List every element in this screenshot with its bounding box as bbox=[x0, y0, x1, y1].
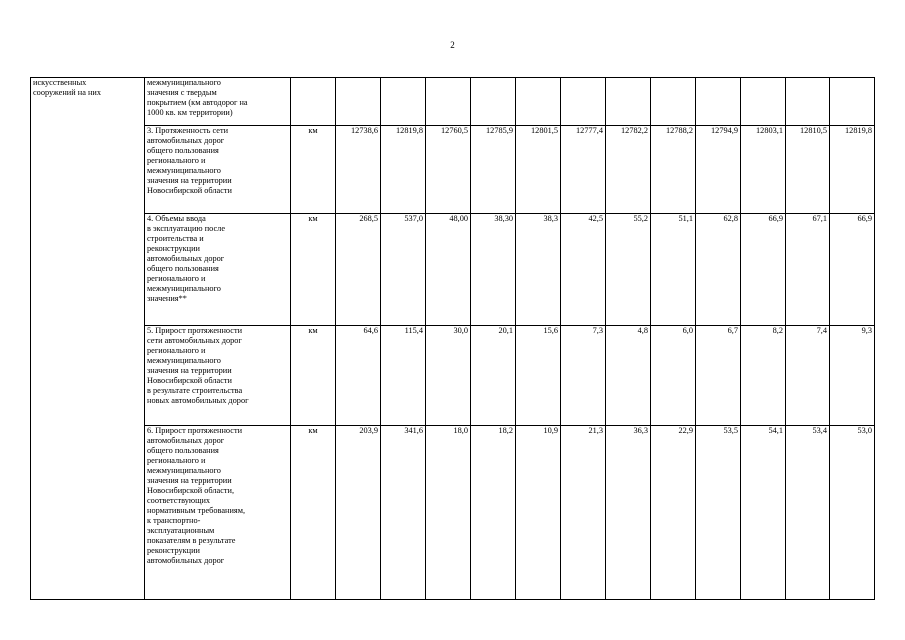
indicator-name-line: межмуниципального bbox=[147, 166, 221, 175]
indicator-name-line: общего пользования bbox=[147, 264, 219, 273]
value-cell: 6,7 bbox=[696, 326, 741, 426]
indicator-name-line: межмуниципального bbox=[147, 284, 221, 293]
unit-cell: км bbox=[291, 426, 336, 600]
indicator-name-line: автомобильных дорог bbox=[147, 136, 225, 145]
indicator-name-line: Новосибирской области bbox=[147, 376, 232, 385]
value-cell: 66,9 bbox=[830, 214, 875, 326]
indicator-name-line: межмуниципального bbox=[147, 78, 221, 87]
value-cell: 12803,1 bbox=[741, 126, 786, 214]
value-cell: 12738,6 bbox=[336, 126, 381, 214]
value-cell: 62,8 bbox=[696, 214, 741, 326]
value-cell: 12777,4 bbox=[561, 126, 606, 214]
value-cell: 30,0 bbox=[426, 326, 471, 426]
indicator-name-line: в эксплуатацию после bbox=[147, 224, 226, 233]
indicator-name-line: покрытием (км автодорог на bbox=[147, 98, 248, 107]
indicator-name-line: новых автомобильных дорог bbox=[147, 396, 249, 405]
indicator-name-line: общего пользования bbox=[147, 446, 219, 455]
value-cell: 115,4 bbox=[381, 326, 426, 426]
indicator-name-line: общего пользования bbox=[147, 146, 219, 155]
value-cell: 48,00 bbox=[426, 214, 471, 326]
table-row bbox=[31, 214, 875, 326]
indicator-name-line: нормативным требованиям, bbox=[147, 506, 246, 515]
indicator-name-cell bbox=[145, 426, 291, 600]
value-cell bbox=[426, 78, 471, 126]
unit-cell: км bbox=[291, 326, 336, 426]
value-cell: 341,6 bbox=[381, 426, 426, 600]
indicator-name-line: автомобильных дорог bbox=[147, 254, 225, 263]
value-cell: 18,2 bbox=[471, 426, 516, 600]
indicator-name-cell bbox=[145, 326, 291, 426]
indicator-name-line: межмуниципального bbox=[147, 466, 221, 475]
indicator-name-line: Новосибирской области, bbox=[147, 486, 235, 495]
value-cell bbox=[336, 78, 381, 126]
value-cell: 22,9 bbox=[651, 426, 696, 600]
value-cell: 12810,5 bbox=[786, 126, 830, 214]
value-cell: 6,0 bbox=[651, 326, 696, 426]
indicator-name-line: регионального и bbox=[147, 346, 206, 355]
value-cell: 67,1 bbox=[786, 214, 830, 326]
indicator-name-line: значения с твердым bbox=[147, 88, 217, 97]
value-cell: 10,9 bbox=[516, 426, 561, 600]
indicator-name-line: регионального и bbox=[147, 456, 206, 465]
value-cell: 51,1 bbox=[651, 214, 696, 326]
indicator-name-line: регионального и bbox=[147, 156, 206, 165]
value-cell: 15,6 bbox=[516, 326, 561, 426]
indicator-name-line: 6. Прирост протяженности bbox=[147, 426, 243, 435]
value-cell bbox=[561, 78, 606, 126]
value-cell bbox=[651, 78, 696, 126]
unit-cell: км bbox=[291, 214, 336, 326]
value-cell: 53,5 bbox=[696, 426, 741, 600]
category-label-line: искусственных bbox=[33, 78, 87, 87]
value-cell: 21,3 bbox=[561, 426, 606, 600]
value-cell: 54,1 bbox=[741, 426, 786, 600]
value-cell: 42,5 bbox=[561, 214, 606, 326]
value-cell: 12785,9 bbox=[471, 126, 516, 214]
indicator-name-line: автомобильных дорог bbox=[147, 556, 225, 565]
value-cell bbox=[830, 78, 875, 126]
value-cell: 55,2 bbox=[606, 214, 651, 326]
value-cell: 203,9 bbox=[336, 426, 381, 600]
value-cell: 20,1 bbox=[471, 326, 516, 426]
table-row bbox=[31, 78, 875, 126]
indicator-name-line: строительства и bbox=[147, 234, 204, 243]
value-cell bbox=[471, 78, 516, 126]
value-cell bbox=[696, 78, 741, 126]
indicator-name-line: 1000 кв. км территории) bbox=[147, 108, 233, 117]
indicator-name-line: значения на территории bbox=[147, 366, 232, 375]
value-cell: 38,3 bbox=[516, 214, 561, 326]
value-cell: 7,4 bbox=[786, 326, 830, 426]
indicator-name-cell bbox=[145, 126, 291, 214]
value-cell: 4,8 bbox=[606, 326, 651, 426]
indicator-name-line: в результате строительства bbox=[147, 386, 243, 395]
indicator-name-line: Новосибирской области bbox=[147, 186, 232, 195]
value-cell: 53,0 bbox=[830, 426, 875, 600]
indicator-name-line: сети автомобильных дорог bbox=[147, 336, 242, 345]
indicator-name-line: эксплуатационным bbox=[147, 526, 215, 535]
value-cell bbox=[516, 78, 561, 126]
value-cell: 36,3 bbox=[606, 426, 651, 600]
table-row bbox=[31, 426, 875, 600]
value-cell: 66,9 bbox=[741, 214, 786, 326]
category-cell bbox=[31, 78, 145, 600]
indicator-name-line: значения на территории bbox=[147, 176, 232, 185]
page-number: 2 bbox=[450, 40, 455, 50]
value-cell: 268,5 bbox=[336, 214, 381, 326]
unit-cell bbox=[291, 78, 336, 126]
value-cell: 7,3 bbox=[561, 326, 606, 426]
indicator-name-line: 4. Объемы ввода bbox=[147, 214, 206, 223]
indicator-name-cell bbox=[145, 78, 291, 126]
value-cell: 537,0 bbox=[381, 214, 426, 326]
value-cell bbox=[786, 78, 830, 126]
value-cell: 9,3 bbox=[830, 326, 875, 426]
value-cell: 64,6 bbox=[336, 326, 381, 426]
value-cell: 12760,5 bbox=[426, 126, 471, 214]
value-cell bbox=[381, 78, 426, 126]
indicator-name-line: соответствующих bbox=[147, 496, 211, 505]
unit-cell: км bbox=[291, 126, 336, 214]
indicator-name-line: 5. Прирост протяженности bbox=[147, 326, 243, 335]
value-cell bbox=[606, 78, 651, 126]
value-cell: 12801,5 bbox=[516, 126, 561, 214]
indicator-name-line: значения** bbox=[147, 294, 187, 303]
table-row bbox=[31, 126, 875, 214]
indicator-name-line: межмуниципального bbox=[147, 356, 221, 365]
indicator-name-cell bbox=[145, 214, 291, 326]
indicator-name-line: реконструкции bbox=[147, 546, 200, 555]
indicator-name-line: автомобильных дорог bbox=[147, 436, 225, 445]
category-label-line: сооружений на них bbox=[33, 88, 101, 97]
indicator-name-line: значения на территории bbox=[147, 476, 232, 485]
table-row bbox=[31, 326, 875, 426]
value-cell: 53,4 bbox=[786, 426, 830, 600]
value-cell bbox=[741, 78, 786, 126]
value-cell: 38,30 bbox=[471, 214, 516, 326]
indicator-name-line: к транспортно- bbox=[147, 516, 201, 525]
indicators-table bbox=[30, 77, 875, 600]
value-cell: 12788,2 bbox=[651, 126, 696, 214]
value-cell: 12819,8 bbox=[830, 126, 875, 214]
value-cell: 12794,9 bbox=[696, 126, 741, 214]
value-cell: 18,0 bbox=[426, 426, 471, 600]
value-cell: 12819,8 bbox=[381, 126, 426, 214]
indicator-name-line: 3. Протяженность сети bbox=[147, 126, 229, 135]
value-cell: 12782,2 bbox=[606, 126, 651, 214]
indicator-name-line: регионального и bbox=[147, 274, 206, 283]
value-cell: 8,2 bbox=[741, 326, 786, 426]
indicator-name-line: реконструкции bbox=[147, 244, 200, 253]
indicator-name-line: показателям в результате bbox=[147, 536, 236, 545]
